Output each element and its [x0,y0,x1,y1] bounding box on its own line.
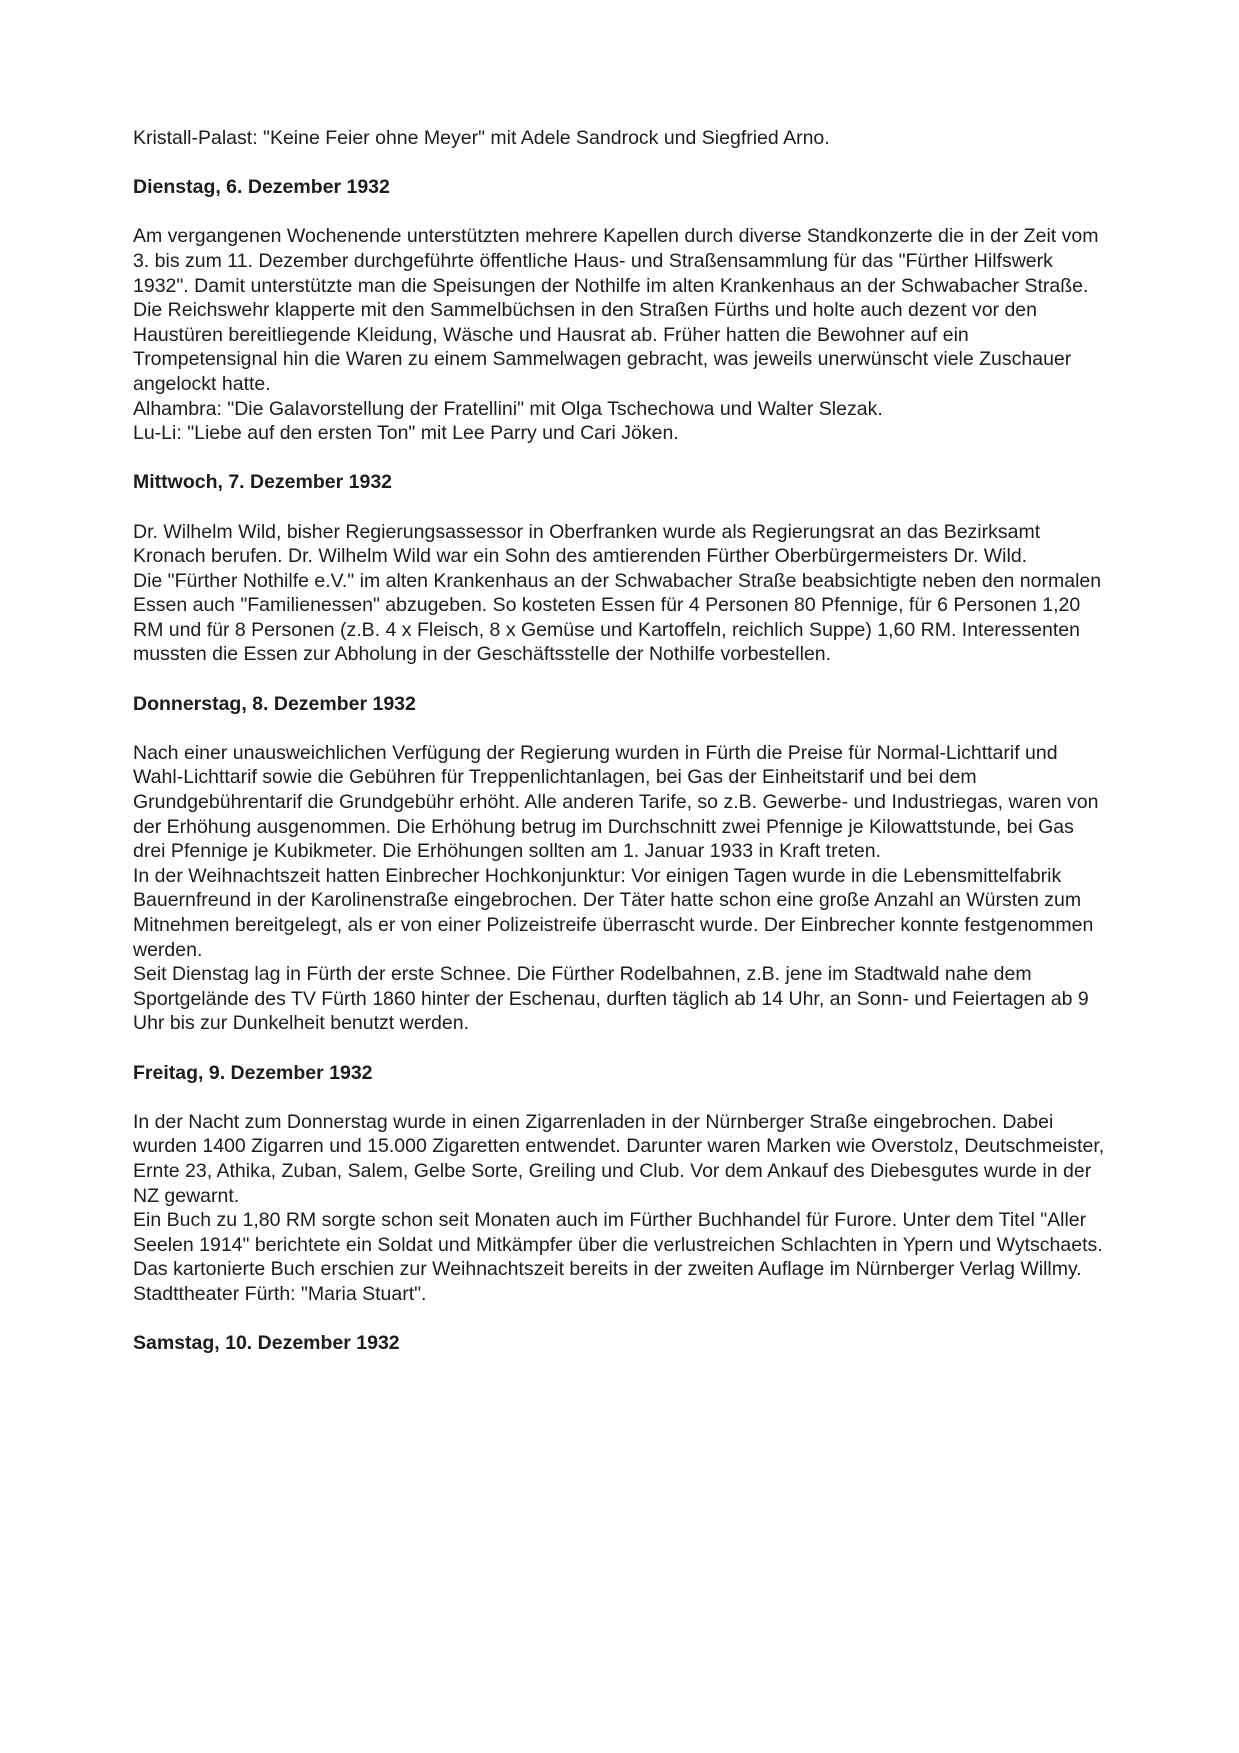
section-heading: Freitag, 9. Dezember 1932 [133,1061,373,1084]
paragraph: Am vergangenen Wochenende unterstützten mehrere Kapellen durch diverse Standkonzerte die in der Zeit vom 3. bis zum 11. Dezember durchgeführte öffentliche Haus- und Straßensammlung für das "Fürther Hilfswerk 1932". Damit unterstützte man die Speisungen der Nothilfe im alten Krankenhaus an der Schwabacher Straße. Die Reichswehr klapperte mit den Sammelbüchsen in den Straßen Fürths und holte auch dezent vor den Haustüren bereitliegende Kleidung, Wäsche und Hausrat ab. Früher hatten die Bewohner auf ein Trompetensignal hin die Waren zu einem Sammelwagen gebracht, was jeweils unerwünscht viele Zuschauer angelockt hatte. [133,225,1099,395]
paragraph: Lu-Li: "Liebe auf den ersten Ton" mit Lee Parry und Cari Jöken. [133,422,679,445]
paragraph: Alhambra: "Die Galavorstellung der Fratellini" mit Olga Tschechowa und Walter Slezak. [133,397,883,420]
paragraph: Nach einer unausweichlichen Verfügung der Regierung wurden in Fürth die Preise für Normal-Lichttarif und Wahl-Lichttarif sowie die Gebühren für Treppenlichtanlagen, bei Gas der Einheitstarif und bei dem Grundgebührentarif die Grundgebühr erhöht. Alle anderen Tarife, so z.B. Gewerbe- und Industriegas, waren von der Erhöhung ausgenommen. Die Erhöhung betrug im Durchschnitt zwei Pfennige je Kilowattstunde, bei Gas drei Pfennige je Kubikmeter. Die Erhöhungen sollten am 1. Januar 1933 in Kraft treten. [133,741,1099,863]
paragraph: Ein Buch zu 1,80 RM sorgte schon seit Monaten auch im Fürther Buchhandel für Furore. Unter dem Titel "Aller Seelen 1914" berichtete ein Soldat und Mitkämpfer über die verlustreichen Schlachten in Ypern und Wytschaets. Das kartonierte Buch erschien zur Weihnachtszeit bereits in der zweiten Auflage im Nürnberger Verlag Willmy. [133,1209,1103,1281]
section-heading: Mittwoch, 7. Dezember 1932 [133,471,393,494]
paragraph: Stadttheater Fürth: "Maria Stuart". [133,1282,427,1305]
section-samstag [133,1331,1111,1356]
paragraph: Seit Dienstag lag in Fürth der erste Schnee. Die Fürther Rodelbahnen, z.B. jene im Stadtwald nahe dem Sportgelände des TV Fürth 1860 hinter der Eschenau, durften täglich ab 14 Uhr, an Sonn- und Feiertagen ab 9 Uhr bis zur Dunkelheit benutzt werden. [133,963,1089,1035]
section-dienstag [133,175,1111,446]
section-mittwoch [133,470,1111,667]
paragraph: In der Nacht zum Donnerstag wurde in einen Zigarrenladen in der Nürnberger Straße eingebrochen. Dabei wurden 1400 Zigarren und 15.000 Zigaretten entwendet. Darunter waren Marken wie Overstolz, Deutschmeister, Ernte 23, Athika, Zuban, Salem, Gelbe Sorte, Greiling und Club. Vor dem Ankauf des Diebesgutes wurde in der NZ gewarnt. [133,1110,1105,1207]
paragraph: Dr. Wilhelm Wild, bisher Regierungsassessor in Oberfranken wurde als Regierungsrat an das Bezirksamt Kronach berufen. Dr. Wilhelm Wild war ein Sohn des amtierenden Fürther Oberbürgermeisters Dr. Wild. [133,520,1041,568]
intro-line: Kristall-Palast: "Keine Feier ohne Meyer" mit Adele Sandrock und Siegfried Arno. [133,127,830,149]
paragraph: In der Weihnachtszeit hatten Einbrecher Hochkonjunktur: Vor einigen Tagen wurde in die Lebensmittelfabrik Bauernfreund in der Karolinenstraße eingebrochen. Der Täter hatte schon eine große Anzahl an Würsten zum Mitnehmen bereitgelegt, als er von einer Polizeistreife überrascht wurde. Der Einbrecher konnte festgenommen werden. [133,864,1094,961]
section-freitag [133,1061,1111,1307]
section-heading: Dienstag, 6. Dezember 1932 [133,176,390,199]
section-donnerstag [133,692,1111,1036]
section-heading: Donnerstag, 8. Dezember 1932 [133,692,416,715]
paragraph: Die "Fürther Nothilfe e.V." im alten Krankenhaus an der Schwabacher Straße beabsichtigte neben den normalen Essen auch "Familienessen" abzugeben. So kosteten Essen für 4 Personen 80 Pfennige, für 6 Personen 1,20 RM und für 8 Personen (z.B. 4 x Fleisch, 8 x Gemüse und Kartoffeln, reichlich Suppe) 1,60 RM. Interessenten mussten die Essen zur Abholung in der Geschäftsstelle der Nothilfe vorbestellen. [133,569,1102,666]
section-heading: Samstag, 10. Dezember 1932 [133,1332,400,1355]
